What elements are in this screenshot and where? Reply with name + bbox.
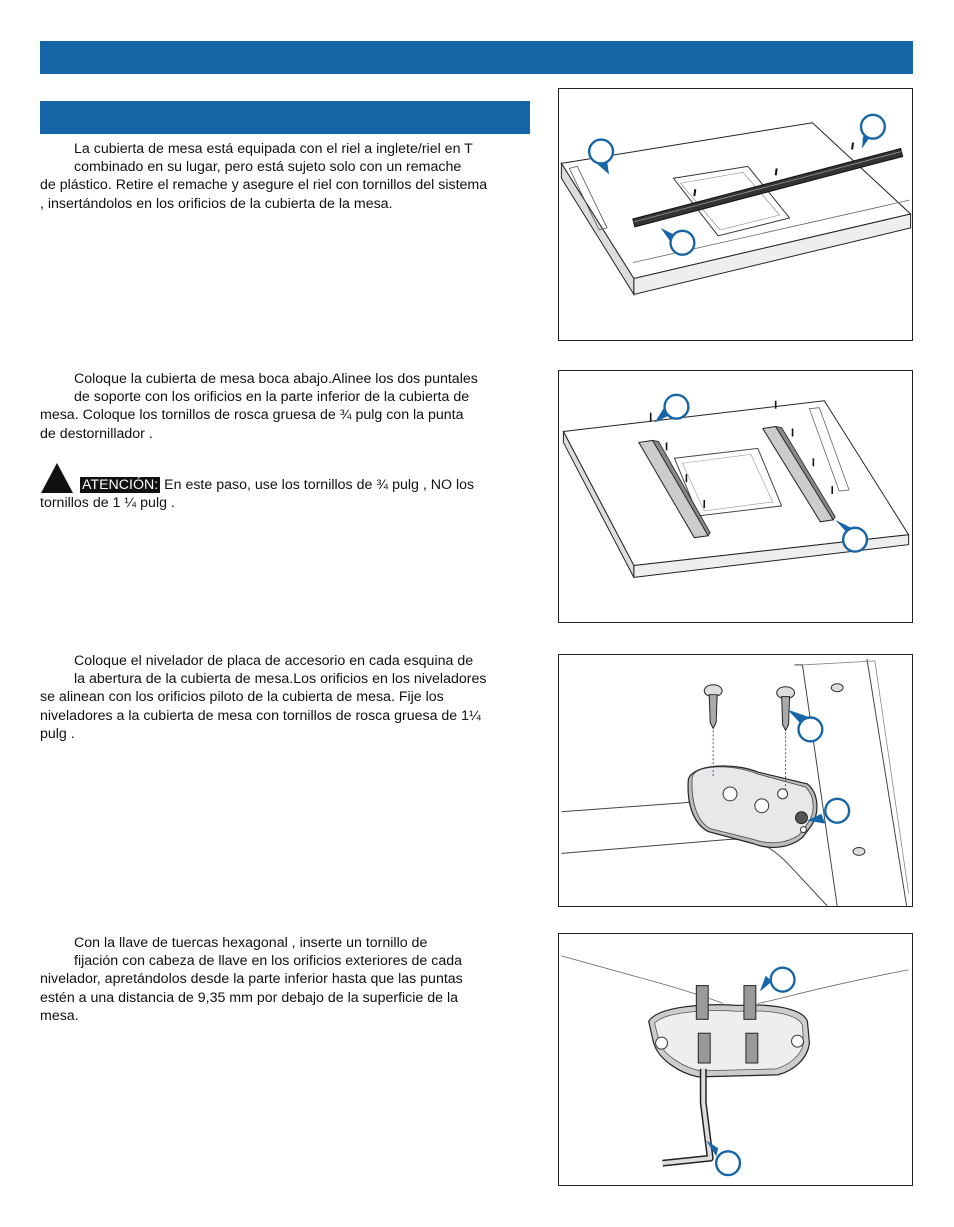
step2-text bbox=[40, 370, 528, 443]
warning-text: En este paso, use los tornillos de ¾ pulg , NO los bbox=[164, 477, 475, 493]
step2-line: Coloque la cubierta de mesa boca abajo.Alinee los dos puntales bbox=[74, 371, 478, 387]
step2-line: de soporte con los orificios en la parte inferior de la cubierta de bbox=[74, 389, 470, 406]
figure-table-top-rail bbox=[558, 88, 913, 341]
step2-line: mesa. Coloque los tornillos de rosca gruesa de ¾ pulg con la punta bbox=[40, 407, 464, 424]
step1-line: de plástico. Retire el remache y asegure el riel con tornillos del sistema bbox=[40, 177, 488, 194]
section-header-banner bbox=[40, 41, 913, 74]
step2-line: de destornillador . bbox=[40, 425, 153, 442]
figure-support-struts bbox=[558, 370, 913, 623]
hex-key-illustration bbox=[559, 934, 912, 1185]
figure-hex-key-set-screws bbox=[558, 933, 913, 1186]
warning-triangle-icon bbox=[40, 462, 74, 496]
table-top-rail-illustration bbox=[559, 89, 912, 340]
step3-line: niveladores a la cubierta de mesa con tornillos de rosca gruesa de 1¼ bbox=[40, 707, 481, 724]
plate-leveler-illustration bbox=[559, 655, 912, 906]
step1-line: , insertándolos en los orificios de la cubierta de la mesa. bbox=[40, 195, 393, 212]
warning-label: ATENCIÓN: bbox=[82, 477, 159, 493]
step4-line: mesa. bbox=[40, 1007, 79, 1024]
step3-text bbox=[40, 652, 528, 743]
step1-line: combinado en su lugar, pero está sujeto solo con un remache bbox=[74, 159, 462, 176]
step1-line: La cubierta de mesa está equipada con el riel a inglete/riel en T bbox=[74, 141, 473, 157]
warning-note bbox=[40, 462, 528, 512]
figure-plate-leveler bbox=[558, 654, 913, 907]
step4-line: estén a una distancia de 9,35 mm por debajo de la superficie de la bbox=[40, 989, 459, 1006]
support-struts-illustration bbox=[559, 371, 912, 622]
step3-line: pulg . bbox=[40, 725, 75, 742]
warning-text: tornillos de 1 ¼ pulg . bbox=[40, 495, 175, 512]
step4-line: nivelador, apretándolos desde la parte inferior hasta que las puntas bbox=[40, 971, 463, 988]
step4-text bbox=[40, 934, 528, 1025]
subsection-header-banner bbox=[40, 101, 530, 134]
callout-marker bbox=[861, 115, 885, 149]
callout-marker bbox=[760, 968, 795, 992]
step4-line: fijación con cabeza de llave en los orificios exteriores de cada bbox=[74, 953, 463, 970]
step3-line: se alinean con los orificios piloto de la cubierta de mesa. Fije los bbox=[40, 689, 444, 706]
callout-marker bbox=[788, 710, 823, 742]
step4-line: Con la llave de tuercas hexagonal , inserte un tornillo de bbox=[74, 935, 428, 951]
step3-line: Coloque el nivelador de placa de accesorio en cada esquina de bbox=[74, 653, 474, 669]
step1-text bbox=[40, 140, 528, 213]
step3-line: la abertura de la cubierta de mesa.Los orificios en los niveladores bbox=[74, 671, 487, 688]
